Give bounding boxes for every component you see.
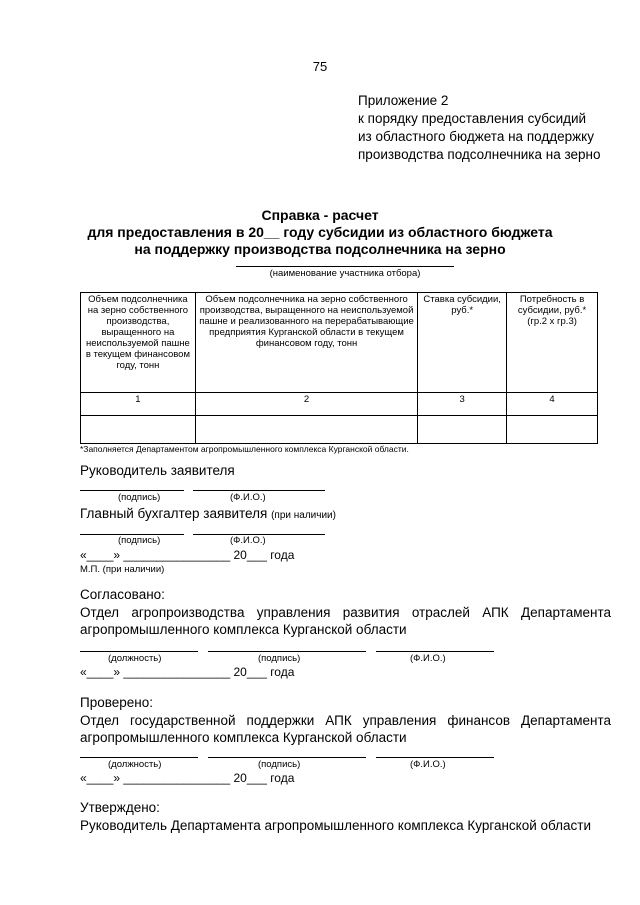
- appendix-line-3: из областного бюджета на поддержку: [358, 129, 594, 144]
- table-header-row: [81, 293, 598, 393]
- verified-signature-line[interactable]: [208, 757, 366, 758]
- date-line[interactable]: «____» ________________ 20___ года: [80, 771, 295, 785]
- document-subtitle-line-2: на поддержку производства подсолнечника на зерно: [134, 241, 506, 257]
- table-header-cell: Объем подсолнечника на зерно собственного производства, выращенного на неиспользуемой пашне и реализованного на перерабатывающие предприятия Курганской области в текущем финансовом году, тонн: [195, 293, 417, 393]
- chief-accountant-label: [80, 506, 336, 521]
- agreed-department-line-1: Отдел агропроизводства управления развития отраслей АПК Департамента: [80, 605, 611, 620]
- applicant-signature-line[interactable]: [80, 490, 184, 491]
- agreed-name-line[interactable]: [376, 651, 494, 652]
- name-caption: (Ф.И.О.): [230, 492, 266, 503]
- agreed-label: Согласовано:: [80, 587, 165, 602]
- signature-caption: (подпись): [258, 759, 301, 770]
- table-input-cell[interactable]: [507, 416, 598, 444]
- agreed-signature-line[interactable]: [208, 651, 366, 652]
- appendix-line-4: производства подсолнечника на зерно: [358, 147, 601, 162]
- table-header-cell: Потребность в субсидии, руб.* (гр.2 х гр.3): [507, 293, 598, 393]
- verified-department-line-1: Отдел государственной поддержки АПК управления финансов Департамента: [80, 713, 611, 728]
- chief-accountant-label-text: Главный бухгалтер заявителя: [80, 506, 268, 521]
- table-header-cell: Ставка субсидии, руб.*: [418, 293, 507, 393]
- verified-position-line[interactable]: [80, 757, 198, 758]
- name-caption: (Ф.И.О.): [230, 535, 266, 546]
- approved-text: Руководитель Департамента агропромышленного комплекса Курганской области: [80, 818, 592, 833]
- agreed-department-line-2: агропромышленного комплекса Курганской области: [80, 622, 407, 637]
- agreed-position-line[interactable]: [80, 651, 198, 652]
- approved-label: Утверждено:: [80, 800, 160, 815]
- column-number-cell: 1: [81, 393, 196, 416]
- date-line[interactable]: «____» ________________ 20___ года: [80, 665, 295, 679]
- applicant-head-label: Руководитель заявителя: [80, 463, 235, 478]
- verified-department-line-2: агропромышленного комплекса Курганской области: [80, 730, 407, 745]
- table-row: [81, 393, 598, 416]
- table-row: [81, 416, 598, 444]
- applicant-name-line[interactable]: [193, 490, 325, 491]
- appendix-header: [358, 92, 601, 164]
- participant-name-line[interactable]: [236, 266, 454, 267]
- verified-label: Проверено:: [80, 695, 153, 710]
- column-number-cell: 3: [418, 393, 507, 416]
- participant-caption: (наименование участника отбора): [269, 268, 421, 279]
- signature-caption: (подпись): [258, 653, 301, 664]
- column-number-cell: 4: [507, 393, 598, 416]
- position-caption: (должность): [108, 759, 162, 770]
- position-caption: (должность): [108, 653, 162, 664]
- calculation-table: [80, 292, 598, 444]
- table-input-cell[interactable]: [81, 416, 196, 444]
- name-caption: (Ф.И.О.): [410, 759, 446, 770]
- table-header-cell: Объем подсолнечника на зерно собственного производства, выращенного на неиспользуемой пашне в текущем финансовом году, тонн: [81, 293, 196, 393]
- appendix-line-2: к порядку предоставления субсидий: [358, 111, 587, 126]
- appendix-line-1: Приложение 2: [358, 93, 449, 108]
- stamp-note: М.П. (при наличии): [80, 564, 165, 575]
- signature-caption: (подпись): [118, 492, 161, 503]
- verified-name-line[interactable]: [376, 757, 494, 758]
- date-line[interactable]: «____» ________________ 20___ года: [80, 548, 295, 562]
- signature-caption: (подпись): [118, 535, 161, 546]
- chief-accountant-note: (при наличии): [271, 510, 336, 521]
- page-number: 75: [312, 59, 328, 74]
- column-number-cell: 2: [195, 393, 417, 416]
- table-input-cell[interactable]: [195, 416, 417, 444]
- footnote: *Заполняется Департаментом агропромышленного комплекса Курганской области.: [80, 444, 409, 454]
- table-input-cell[interactable]: [418, 416, 507, 444]
- document-title: Справка - расчет: [261, 207, 379, 223]
- name-caption: (Ф.И.О.): [410, 653, 446, 664]
- document-subtitle-line-1: для предоставления в 20__ году субсидии из областного бюджета: [87, 224, 553, 240]
